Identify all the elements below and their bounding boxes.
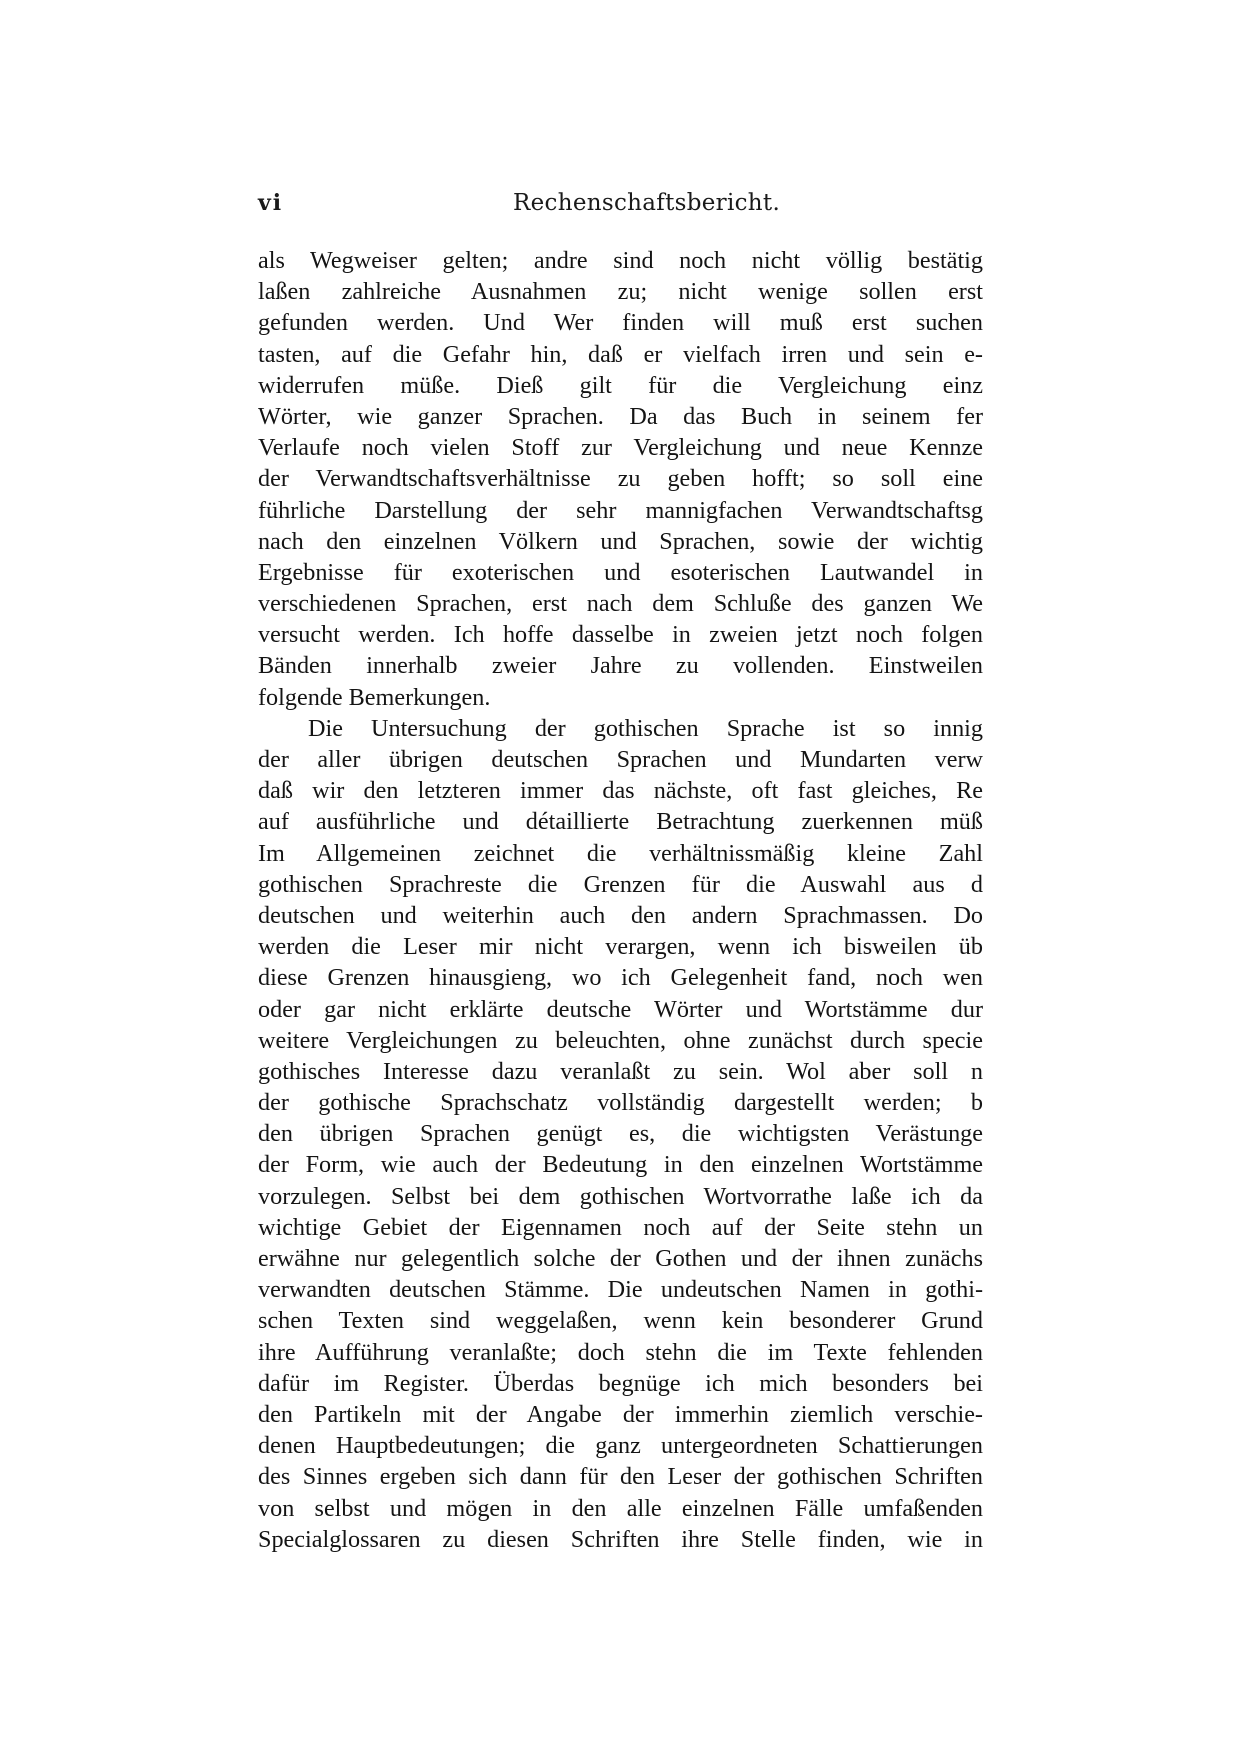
text-line: laßen zahlreiche Ausnahmen zu; nicht wenige sollen erst <box>258 278 983 306</box>
text-line: wichtige Gebiet der Eigennamen noch auf der Seite stehn un <box>258 1213 983 1241</box>
running-header <box>258 190 983 226</box>
text-line: dafür im Register. Überdas begnüge ich mich besonders bei <box>258 1369 983 1397</box>
text-line: der aller übrigen deutschen Sprachen und Mundarten verw <box>258 746 983 773</box>
text-line: werden die Leser mir nicht verargen, wenn ich bisweilen üb <box>258 933 983 961</box>
text-line: Bänden innerhalb zweier Jahre zu vollenden. Einstweilen <box>258 652 983 680</box>
text-line: denen Hauptbedeutungen; die ganz untergeordneten Schattierungen <box>258 1432 983 1460</box>
text-line: führliche Darstellung der sehr mannigfachen Verwandtschaftsg <box>258 496 983 524</box>
text-line: Ergebnisse für exoterischen und esoterischen Lautwandel in <box>258 558 983 586</box>
text-line: folgende Bemerkungen. <box>258 683 491 711</box>
text-line: nach den einzelnen Völkern und Sprachen, sowie der wichtig <box>258 527 983 555</box>
paragraph-first-line: Die Untersuchung der gothischen Sprache ist so innig <box>308 714 983 742</box>
text-line: tasten, auf die Gefahr hin, daß er vielfach irren und sein e- <box>258 340 983 368</box>
text-line: verschiedenen Sprachen, erst nach dem Schluße des ganzen We <box>258 590 983 618</box>
text-line: widerrufen müße. Dieß gilt für die Vergleichung einz <box>258 371 983 399</box>
text-line: schen Texten sind weggelaßen, wenn kein besonderer Grund <box>258 1307 983 1335</box>
text-line: diese Grenzen hinausgieng, wo ich Gelegenheit fand, noch wen <box>258 964 983 992</box>
text-line: der Verwandtschaftsverhältnisse zu geben hofft; so soll eine <box>258 465 983 493</box>
text-line: Im Allgemeinen zeichnet die verhältnissmäßig kleine Zahl <box>258 839 983 867</box>
text-line: als Wegweiser gelten; andre sind noch nicht völlig bestätig <box>258 247 983 274</box>
text-line: den übrigen Sprachen genügt es, die wichtigsten Verästunge <box>258 1120 983 1148</box>
text-line: deutschen und weiterhin auch den andern Sprachmassen. Do <box>258 901 983 929</box>
text-line: auf ausführliche und détaillierte Betrachtung zuerkennen müß <box>258 808 983 836</box>
text-line: oder gar nicht erklärte deutsche Wörter und Wortstämme dur <box>258 995 983 1023</box>
text-line: verwandten deutschen Stämme. Die undeutschen Namen in gothi- <box>258 1276 983 1304</box>
text-line: Wörter, wie ganzer Sprachen. Da das Buch in seinem fer <box>258 402 983 430</box>
text-line: von selbst und mögen in den alle einzelnen Fälle umfaßenden <box>258 1494 983 1522</box>
text-line: gothischen Sprachreste die Grenzen für die Auswahl aus d <box>258 870 983 898</box>
text-line: der gothische Sprachschatz vollständig dargestellt werden; b <box>258 1089 983 1117</box>
text-line: den Partikeln mit der Angabe der immerhin ziemlich verschie- <box>258 1400 983 1428</box>
text-line: Specialglossaren zu diesen Schriften ihre Stelle finden, wie in <box>258 1525 983 1553</box>
text-line: erwähne nur gelegentlich solche der Gothen und der ihnen zunächs <box>258 1245 983 1272</box>
text-line: gefunden werden. Und Wer finden will muß erst suchen <box>258 309 983 337</box>
text-line: ihre Aufführung veranlaßte; doch stehn die im Texte fehlenden <box>258 1338 983 1366</box>
text-line: weitere Vergleichungen zu beleuchten, ohne zunächst durch specie <box>258 1026 983 1054</box>
text-line: der Form, wie auch der Bedeutung in den einzelnen Wortstämme <box>258 1151 983 1179</box>
text-line: Verlaufe noch vielen Stoff zur Vergleichung und neue Kennze <box>258 434 983 462</box>
text-line: daß wir den letzteren immer das nächste, oft fast gleiches, Re <box>258 777 983 805</box>
text-line: gothisches Interesse dazu veranlaßt zu sein. Wol aber soll n <box>258 1057 983 1085</box>
running-title: Rechenschaftsbericht. <box>513 190 781 216</box>
page-number: vi <box>258 190 284 216</box>
text-line: des Sinnes ergeben sich dann für den Leser der gothischen Schriften <box>258 1463 983 1491</box>
text-line: versucht werden. Ich hoffe dasselbe in zweien jetzt noch folgen <box>258 621 983 649</box>
text-line: vorzulegen. Selbst bei dem gothischen Wortvorrathe laße ich da <box>258 1182 983 1210</box>
body-text <box>258 245 983 1555</box>
